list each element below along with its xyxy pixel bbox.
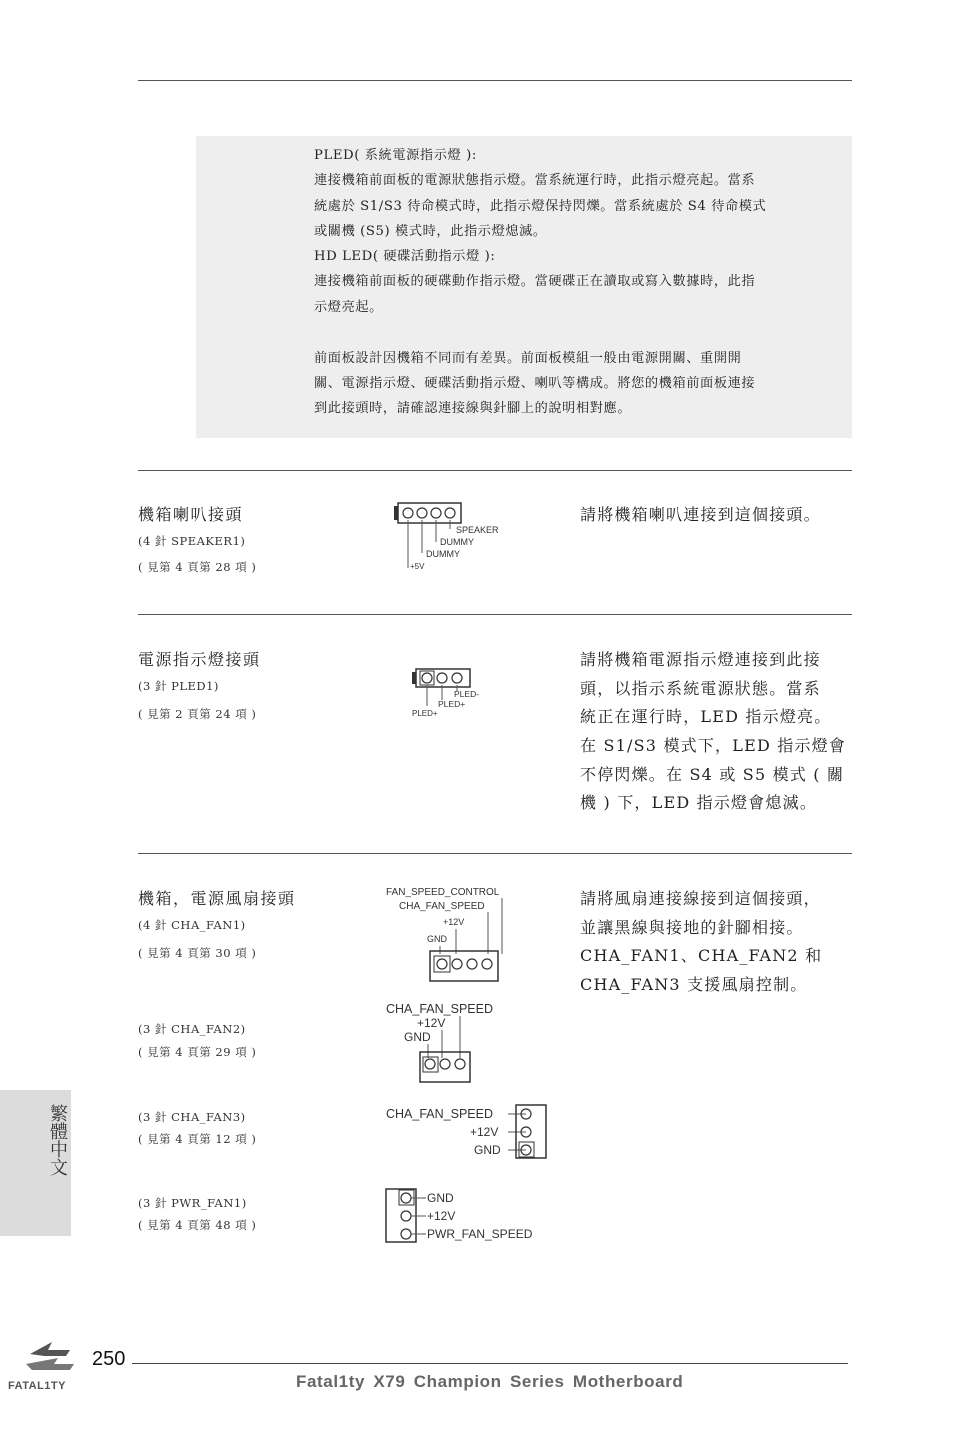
pin-3: [401, 1229, 411, 1239]
speaker-pins: (4 針 SPEAKER1): [138, 534, 246, 548]
pwr-fan-pins: (3 針 PWR_FAN1): [138, 1196, 247, 1210]
pled-desc-line: 頭，以指示系統電源狀態。當系: [580, 679, 821, 698]
label-cha-fan-speed: CHA_FAN_SPEED: [399, 901, 485, 912]
label-12v: +12V: [470, 1125, 499, 1139]
note-line: 統處於 S1/S3 待命模式時，此指示燈保持閃爍。當系統處於 S4 待命模式: [314, 199, 767, 214]
label-fan-speed-control: FAN_SPEED_CONTROL: [386, 887, 500, 898]
note-line: 關、電源指示燈、硬碟活動指示燈、喇叭等構成。將您的機箱前面板連接: [314, 376, 756, 391]
pwr-fan-ref: ( 見第 4 頁第 48 項 ): [138, 1218, 257, 1232]
pin-1: [401, 1193, 411, 1203]
section-rule: [138, 470, 852, 471]
note-line: HD LED( 硬碟活動指示燈 ):: [314, 249, 496, 264]
note-line: PLED( 系統電源指示燈 ):: [314, 148, 477, 163]
pin-3: [431, 508, 441, 518]
label-dummy-2: DUMMY: [426, 549, 460, 559]
pled-desc-line: 請將機箱電源指示燈連接到此接: [580, 650, 821, 669]
page-number: 250: [92, 1348, 126, 1370]
footer-rule: [132, 1363, 848, 1364]
pin-3: [467, 959, 477, 969]
fan3-ref: ( 見第 4 頁第 12 項 ): [138, 1132, 257, 1146]
connector-key: [412, 672, 416, 684]
label-pled-plus: PLED+: [412, 709, 438, 718]
fans-desc-line: 並讓黑線與接地的針腳相接。: [580, 918, 804, 937]
pin-3: [452, 673, 462, 683]
note-line: 到此接頭時，請確認連接線與針腳上的說明相對應。: [314, 401, 632, 416]
pled-pins: (3 針 PLED1): [138, 679, 219, 693]
connector-body: [398, 503, 461, 523]
pled-desc-line: 機 ) 下，LED 指示燈會熄滅。: [580, 793, 818, 812]
pin-2: [417, 508, 427, 518]
pin-1: [422, 673, 432, 683]
section-rule: [138, 853, 852, 854]
pled-desc-line: 不停閃爍。在 S4 或 S5 模式 ( 關: [580, 765, 845, 784]
label-cha-fan-speed: CHA_FAN_SPEED: [386, 1002, 493, 1016]
label-12v: +12V: [427, 1209, 456, 1223]
pin-1: [403, 508, 413, 518]
fans-title: 機箱，電源風扇接頭: [138, 889, 296, 908]
pin-2: [452, 959, 462, 969]
speaker-ref: ( 見第 4 頁第 28 項 ): [138, 560, 257, 574]
speaker-desc: 請將機箱喇叭連接到這個接頭。: [580, 505, 821, 524]
note-line: 連接機箱前面板的硬碟動作指示燈。當硬碟正在讀取或寫入數據時，此指: [314, 274, 756, 289]
fan2-ref: ( 見第 4 頁第 29 項 ): [138, 1045, 257, 1059]
connector-key: [394, 506, 398, 520]
label-cha-fan-speed: CHA_FAN_SPEED: [386, 1107, 493, 1121]
pin-2: [401, 1211, 411, 1221]
label-dummy-1: DUMMY: [440, 537, 474, 547]
label-gnd: GND: [427, 934, 447, 944]
fan2-pins: (3 針 CHA_FAN2): [138, 1022, 246, 1036]
label-12v: +12V: [417, 1016, 446, 1030]
language-side-tab: [0, 1090, 71, 1236]
pin-2: [440, 1059, 450, 1069]
fans-desc-line: CHA_FAN1、CHA_FAN2 和: [580, 946, 823, 965]
section-rule: [138, 614, 852, 615]
pled-desc-line: 在 S1/S3 模式下，LED 指示燈會: [580, 736, 847, 755]
pled-ref: ( 見第 2 頁第 24 項 ): [138, 707, 257, 721]
speaker-diagram: [390, 498, 510, 578]
fan2-diagram: [384, 1000, 514, 1086]
fans-desc-line: 請將風扇連接線接到這個接頭，: [580, 889, 821, 908]
note-line: 連接機箱前面板的電源狀態指示燈。當系統運行時，此指示燈亮起。當系: [314, 173, 756, 188]
fan1-ref: ( 見第 4 頁第 30 項 ): [138, 946, 257, 960]
pin-1: [425, 1059, 435, 1069]
fatal1ty-logo-text: FATAL1TY: [8, 1380, 66, 1392]
label-gnd: GND: [404, 1030, 431, 1044]
pin-1: [437, 959, 447, 969]
pwr-fan-diagram: [384, 1186, 554, 1246]
fan1-pins: (4 針 CHA_FAN1): [138, 918, 246, 932]
note-line: 或關機 (S5) 模式時，此指示燈熄滅。: [314, 224, 547, 239]
label-speaker: SPEAKER: [456, 525, 499, 535]
fans-desc-line: CHA_FAN3 支援風扇控制。: [580, 975, 808, 994]
pled-title: 電源指示燈接頭: [138, 650, 261, 669]
top-rule: [138, 80, 852, 81]
fan1-diagram: [384, 884, 514, 986]
fatal1ty-logo-icon: [22, 1340, 78, 1376]
label-5v: +5V: [410, 562, 425, 571]
label-gnd: GND: [427, 1191, 454, 1205]
speaker-title: 機箱喇叭接頭: [138, 505, 244, 524]
label-pwr-fan-speed: PWR_FAN_SPEED: [427, 1227, 533, 1241]
label-pled-plus: PLED+: [438, 699, 466, 709]
fan3-diagram: [384, 1102, 554, 1162]
pled-diagram: [408, 664, 508, 724]
label-pled-minus: PLED-: [454, 689, 480, 699]
note-line: 前面板設計因機箱不同而有差異。前面板模組一般由電源開關、重開開: [314, 351, 742, 366]
fan3-pins: (3 針 CHA_FAN3): [138, 1110, 246, 1124]
pin-2: [437, 673, 447, 683]
label-12v: +12V: [443, 917, 465, 927]
footer-title: Fatal1ty X79 Champion Series Motherboard: [296, 1372, 684, 1391]
note-line: 示燈亮起。: [314, 300, 383, 315]
pin-4: [445, 508, 455, 518]
language-side-tab-label: 繁體中文: [47, 1104, 68, 1176]
pled-desc-line: 統正在運行時，LED 指示燈亮。: [580, 707, 832, 726]
pin-3: [455, 1059, 465, 1069]
label-gnd: GND: [474, 1143, 501, 1157]
pin-4: [482, 959, 492, 969]
